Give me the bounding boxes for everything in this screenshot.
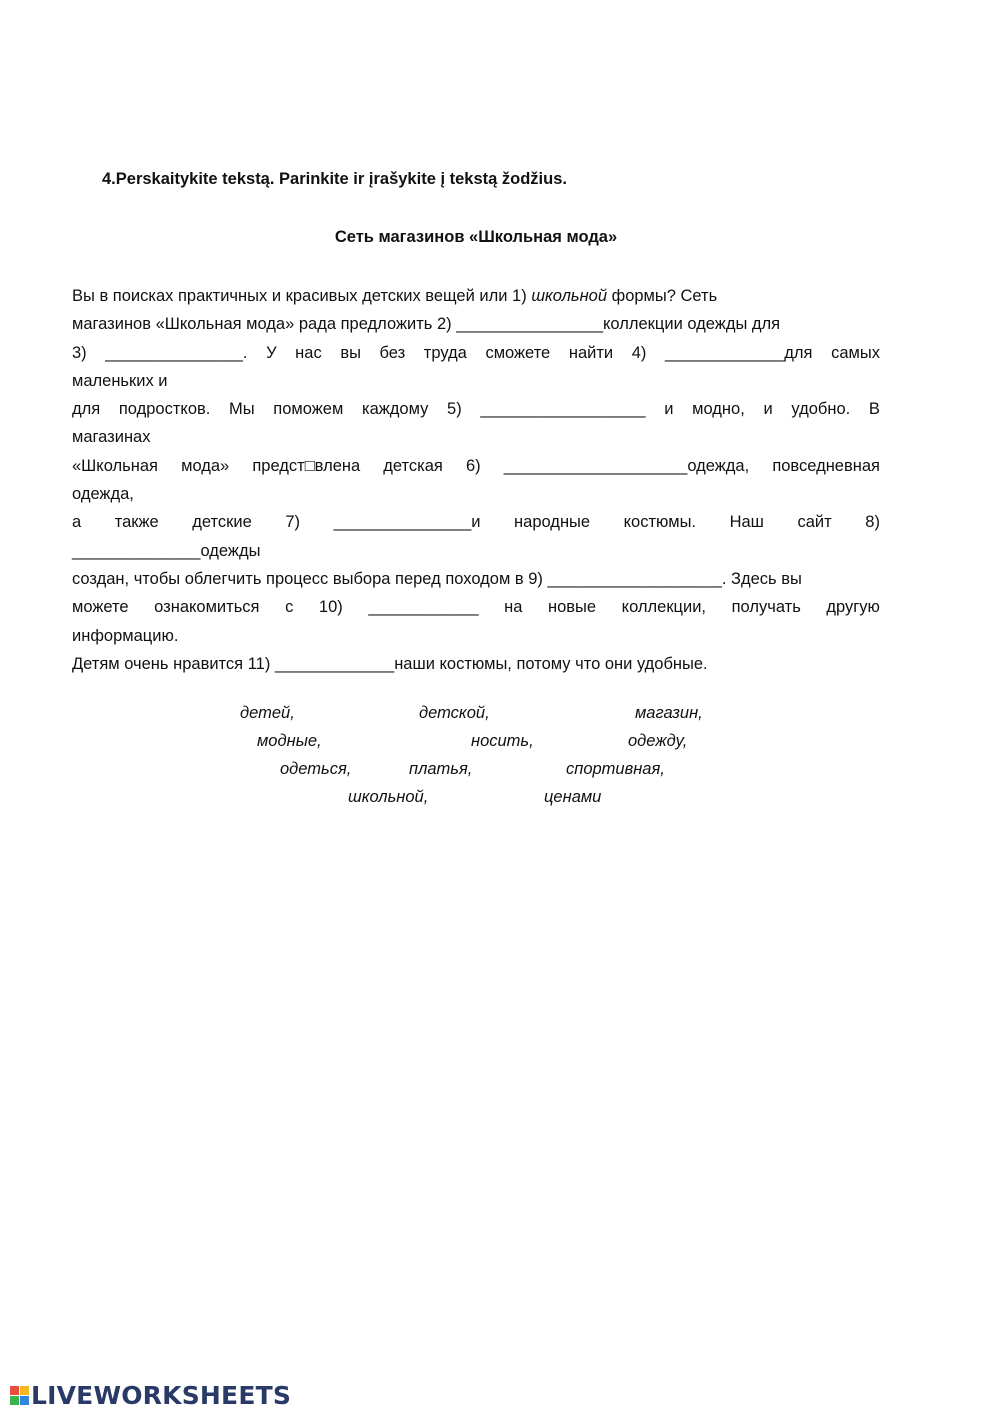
- document-heading: Сеть магазинов «Школьная мода»: [334, 228, 618, 246]
- word-bank-item: платья,: [409, 760, 473, 778]
- paragraph-word: __________________: [480, 400, 646, 419]
- word-bank-item: детской,: [419, 704, 490, 722]
- paragraph-word: костюмы.: [623, 513, 697, 532]
- paragraph-word: 6): [466, 456, 481, 475]
- task-title: 4.Perskaitykite tekstą. Parinkite ir įrašykite į tekstą žodžius.: [102, 170, 567, 188]
- paragraph-word: а: [72, 513, 82, 532]
- paragraph-word: нас: [295, 343, 322, 362]
- paragraph-word: для: [72, 400, 101, 419]
- paragraph-word: без: [379, 343, 406, 362]
- paragraph-word: 10): [318, 598, 343, 617]
- logo-block: [10, 1396, 19, 1405]
- paragraph-line: создан, чтобы облегчить процесс выбора перед походом в 9) ___________________. Здесь вы: [72, 569, 802, 588]
- paragraph-line: Вы в поисках практичных и красивых детских вещей или 1) школьной формы? Сеть: [72, 287, 718, 305]
- paragraph-word: мода»: [181, 456, 230, 475]
- paragraph-word: удобно.: [791, 400, 851, 419]
- logo-block: [20, 1386, 29, 1395]
- paragraph-word: ознакомиться: [154, 598, 260, 617]
- paragraph-line: [72, 508, 880, 536]
- paragraph-word: найти: [568, 343, 614, 362]
- paragraph-line: магазинах: [72, 428, 151, 447]
- word-bank-item: спортивная,: [566, 760, 665, 778]
- paragraph-word: детские: [192, 513, 252, 532]
- word-bank-item: носить,: [471, 732, 534, 750]
- paragraph-word: можете: [72, 598, 129, 617]
- paragraph-word: каждому: [361, 400, 429, 419]
- paragraph-word: Наш: [729, 513, 764, 532]
- exercise-paragraph: [72, 282, 880, 678]
- word-bank-item: одежду,: [628, 732, 688, 750]
- paragraph-line: [72, 593, 880, 621]
- paragraph-word: на: [504, 598, 523, 617]
- word-bank-item: детей,: [240, 704, 295, 722]
- paragraph-word: 4): [631, 343, 647, 362]
- paragraph-word: другую: [826, 598, 880, 617]
- word-bank-item: школьной,: [348, 788, 429, 806]
- paragraph-word: коллекции,: [621, 598, 707, 617]
- paragraph-word: сможете: [485, 343, 551, 362]
- paragraph-word: У: [266, 343, 277, 362]
- paragraph-word: подростков.: [118, 400, 211, 419]
- paragraph-line: Детям очень нравится 11) _____________наши костюмы, потому что они удобные.: [72, 654, 708, 673]
- paragraph-word: детская: [383, 456, 443, 475]
- word-bank-item: модные,: [257, 732, 322, 750]
- paragraph-word: также: [114, 513, 159, 532]
- paragraph-word: ____________________одежда,: [503, 456, 750, 475]
- paragraph-word: В: [868, 400, 880, 419]
- paragraph-word: 3): [72, 343, 87, 362]
- paragraph-word: _______________.: [105, 343, 248, 362]
- paragraph-word: «Школьная: [72, 456, 158, 475]
- paragraph-line: магазинов «Школьная мода» рада предложить 2) ________________коллекции одежды для: [72, 315, 781, 334]
- paragraph-word: 7): [285, 513, 301, 532]
- word-bank-item: магазин,: [635, 704, 703, 722]
- paragraph-word: предст□влена: [252, 456, 361, 475]
- paragraph-word: с: [285, 598, 294, 617]
- paragraph-line: [72, 395, 880, 423]
- paragraph-line: [72, 452, 880, 480]
- paragraph-word: 5): [447, 400, 462, 419]
- paragraph-word: получать: [731, 598, 801, 617]
- paragraph-line: одежда,: [72, 485, 134, 504]
- logo-block: [10, 1386, 19, 1395]
- paragraph-line: ______________одежды: [72, 541, 261, 560]
- paragraph-word: Мы: [229, 400, 255, 419]
- paragraph-line: маленьких и: [72, 371, 168, 390]
- word-bank: [0, 704, 1000, 824]
- paragraph-word: народные: [514, 513, 591, 532]
- logo-block: [20, 1396, 29, 1405]
- paragraph-word: поможем: [273, 400, 344, 419]
- paragraph-word: труда: [423, 343, 467, 362]
- paragraph-word: повседневная: [772, 456, 880, 475]
- word-bank-item: одеться,: [280, 760, 352, 778]
- liveworksheets-logo[interactable]: [10, 1380, 291, 1410]
- paragraph-word: самых: [831, 343, 880, 362]
- paragraph-word: вы: [340, 343, 361, 362]
- paragraph-line: информацию.: [72, 626, 179, 645]
- paragraph-word: _____________для: [664, 343, 813, 362]
- paragraph-word: ____________: [368, 598, 479, 617]
- paragraph-word: _______________и: [333, 513, 481, 532]
- paragraph-word: модно,: [692, 400, 745, 419]
- logo-blocks-icon: [10, 1386, 29, 1405]
- example-answer: школьной: [531, 287, 608, 305]
- logo-text: LIVEWORKSHEETS: [31, 1380, 292, 1410]
- paragraph-word: и: [763, 400, 773, 419]
- word-bank-item: ценами: [544, 788, 602, 806]
- paragraph-word: новые: [547, 598, 597, 617]
- paragraph-line: [72, 339, 880, 367]
- paragraph-word: и: [664, 400, 674, 419]
- paragraph-word: 8): [865, 513, 880, 532]
- paragraph-word: сайт: [797, 513, 832, 532]
